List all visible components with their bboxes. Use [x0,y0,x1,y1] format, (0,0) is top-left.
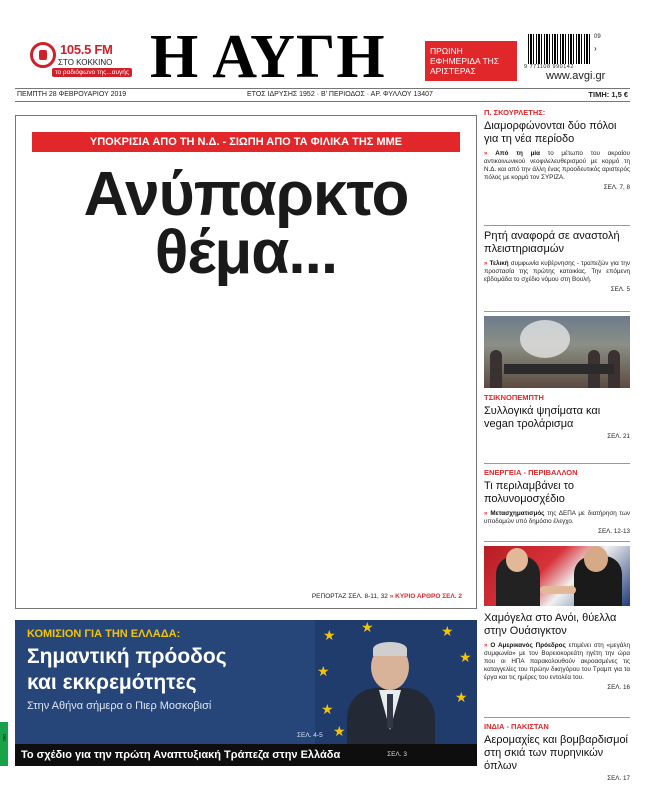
story-auctions[interactable] [484,230,630,312]
radio-ad[interactable] [22,36,130,84]
story-body [484,150,630,182]
website-link[interactable]: www.avgi.gr [546,70,606,82]
eu-star-icon: ★ [321,701,334,717]
side-strip-label: 28/2 [1,733,7,742]
barbecue-photo [484,316,630,388]
eu-star-icon: ★ [323,627,336,643]
story-body [484,642,630,682]
photo-person [490,350,502,388]
main-kicker: ΥΠΟΚΡΙΣΙΑ ΑΠΟ ΤΗ Ν.Δ. - ΣΙΩΠΗ ΑΠΟ ΤΑ ΦΙΛΙΚΑ ΤΗΣ ΜΜΕ [32,132,460,152]
headline-line-2: θέμα... [154,218,338,287]
chevron-right-icon: » [484,260,488,267]
photo-face-left [506,548,528,572]
chevron-right-icon: » [484,642,488,649]
eu-star-icon: ★ [317,663,330,679]
chevron-right-icon: » [484,510,488,517]
story-kicker: Π. ΣΚΟΥΡΛΕΤΗΣ: [484,108,546,117]
photo-grill [504,364,614,374]
main-article-ref: » ΚΥΡΙΟ ΑΡΘΡΟ ΣΕΛ. 2 [389,593,462,600]
story-body [484,510,630,526]
banner-page-ref: ΣΕΛ. 4-5 [297,732,323,739]
story-page-ref: ΣΕΛ. 7, 8 [603,184,630,191]
story-hanoi[interactable] [484,546,630,718]
banner-subtitle: Στην Αθήνα σήμερα ο Πιερ Μοσκοβισί [27,700,212,712]
eu-star-icon: ★ [441,623,454,639]
commission-banner[interactable] [15,620,477,766]
main-story[interactable] [15,115,477,609]
issue-date: ΠΕΜΠΤΗ 28 ΦΕΒΡΟΥΑΡΙΟΥ 2019 [17,91,127,98]
story-kicker: ΙΝΔΙΑ - ΠΑΚΙΣΤΑΝ [484,722,549,731]
banner-title [27,644,327,696]
story-body-lead: Τελική [489,260,509,267]
radio-slogan: το ραδιόφωνο της...αυγής [52,68,132,77]
issue-code: 09 [594,34,601,40]
story-body [484,260,630,284]
barcode-number: 9 771108 990142 [524,64,574,70]
arrow-icon: › [594,44,597,53]
main-page-ref [312,593,462,600]
story-skourletis[interactable] [484,108,630,226]
main-report-ref: ΡΕΠΟΡΤΑΖ ΣΕΛ. 8-11, 32 [311,593,388,600]
chevron-right-icon: » [484,150,488,157]
summit-photo [484,546,630,606]
photo-tie [387,694,393,728]
story-tsiknopempti[interactable] [484,316,630,464]
story-title: Διαμορφώνονται δύο πόλοι για τη νέα περίοδο [484,120,617,145]
radio-frequency: 105.5 FM [60,42,113,57]
story-page-ref: ΣΕΛ. 5 [610,286,630,293]
photo-hair [373,642,407,656]
story-page-ref: ΣΕΛ. 12-13 [598,528,630,535]
story-page-ref: ΣΕΛ. 16 [607,684,630,691]
radio-logo-icon [30,42,56,68]
story-body-lead: Ο Αμερικανός Πρόεδρος [490,642,566,649]
development-bank-teaser: Το σχέδιο για την πρώτη Αναπτυξιακή Τράπεζα στην Ελλάδα [21,749,341,761]
story-body-text: της ΔΕΠΑ με διατήρηση των υποδομών υπό δημόσιο έλεγχο. [484,510,631,525]
headline-line-1: Ανύπαρκτο [83,160,409,229]
story-body-lead: Μετασχηματισμός [490,510,545,517]
photo-handshake [540,586,576,594]
photo-face-right [584,546,608,572]
banner-title-line-1: Σημαντική πρόοδος [27,645,227,668]
info-bar [15,88,630,102]
story-kicker: ΕΝΕΡΓΕΙΑ - ΠΕΡΙΒΑΛΛΟΝ [484,468,578,477]
eu-star-icon: ★ [333,723,346,739]
story-body-lead: Από τη μία [495,150,541,157]
story-body-text: συμφωνία κυβέρνησης - τραπεζών για την προστασία της πρώτης κατοικίας. Την επόμενη εβδομάδα το σχέδιο νόμου στη Βουλή. [484,260,630,283]
issue-price: ΤΙΜΗ: 1,5 € [588,90,628,99]
masthead [0,0,645,91]
newspaper-tagline: ΠΡΩΙΝΗ ΕΦΗΜΕΡΙΔΑ ΤΗΣ ΑΡΙΣΤΕΡΑΣ [425,41,517,81]
story-title: Συλλογικά ψησίματα και vegan τρολάρισμα [484,405,601,430]
radio-name: ΣΤΟ ΚΟΚΚΙΝΟ [58,58,113,67]
main-headline [16,160,476,287]
story-india-pakistan[interactable] [484,722,630,782]
story-energy[interactable] [484,468,630,542]
story-title: Ρητή αναφορά σε αναστολή πλειστηριασμών [484,230,620,255]
barcode-icon [528,34,592,64]
story-page-ref: ΣΕΛ. 17 [607,775,630,782]
story-body-text: το μέτωπο του ακραίου αντικοινωνικού νεοφιλελευθερισμού με κορμό τη Ν.Δ. και από την άλλη ένας προοδευτικός αριστερός πόλος με κορμό τον ΣΥΡΙΖΑ. [484,150,630,181]
story-kicker: ΤΣΙΚΝΟΠΕΜΠΤΗ [484,393,544,402]
side-color-strip [0,722,8,766]
eu-star-icon: ★ [455,689,468,705]
story-title: Χαμόγελα στο Ανόι, θύελλα στην Ουάσιγκτον [484,612,617,637]
banner-bottom-bar[interactable] [15,744,477,766]
eu-star-icon: ★ [459,649,472,665]
banner-kicker: ΚΟΜΙΣΙΟΝ ΓΙΑ ΤΗΝ ΕΛΛΑΔΑ: [27,628,181,640]
story-title: Αερομαχίες και βομβαρδισμοί στη σκιά των πυρηνικών όπλων [484,734,628,772]
story-title: Τι περιλαμβάνει το πολυνομοσχέδιο [484,480,574,505]
story-body-text: επιμένει στη «μεγάλη συμφωνία» με τον Βορειοκορεάτη ηγέτη την ώρα που οι ΗΠΑ παρακολουθούν ακροασμένες τις καταγγελίες του πρώην δικηγόρου του Τραμπ για τα έργα και τις ημέρες του εντολέα του. [484,642,631,681]
story-page-ref: ΣΕΛ. 21 [607,433,630,440]
banner-title-line-2: και εκκρεμότητες [27,671,197,694]
issue-meta: ΕΤΟΣ ΙΔΡΥΣΗΣ 1952 · Β' ΠΕΡΙΟΔΟΣ · ΑΡ. ΦΥΛΛΟΥ 13407 [247,91,433,98]
development-bank-ref: ΣΕΛ. 3 [387,751,407,758]
photo-smoke [520,320,570,358]
newspaper-title: Η ΑΥΓΗ [150,23,386,91]
eu-star-icon: ★ [361,620,374,635]
